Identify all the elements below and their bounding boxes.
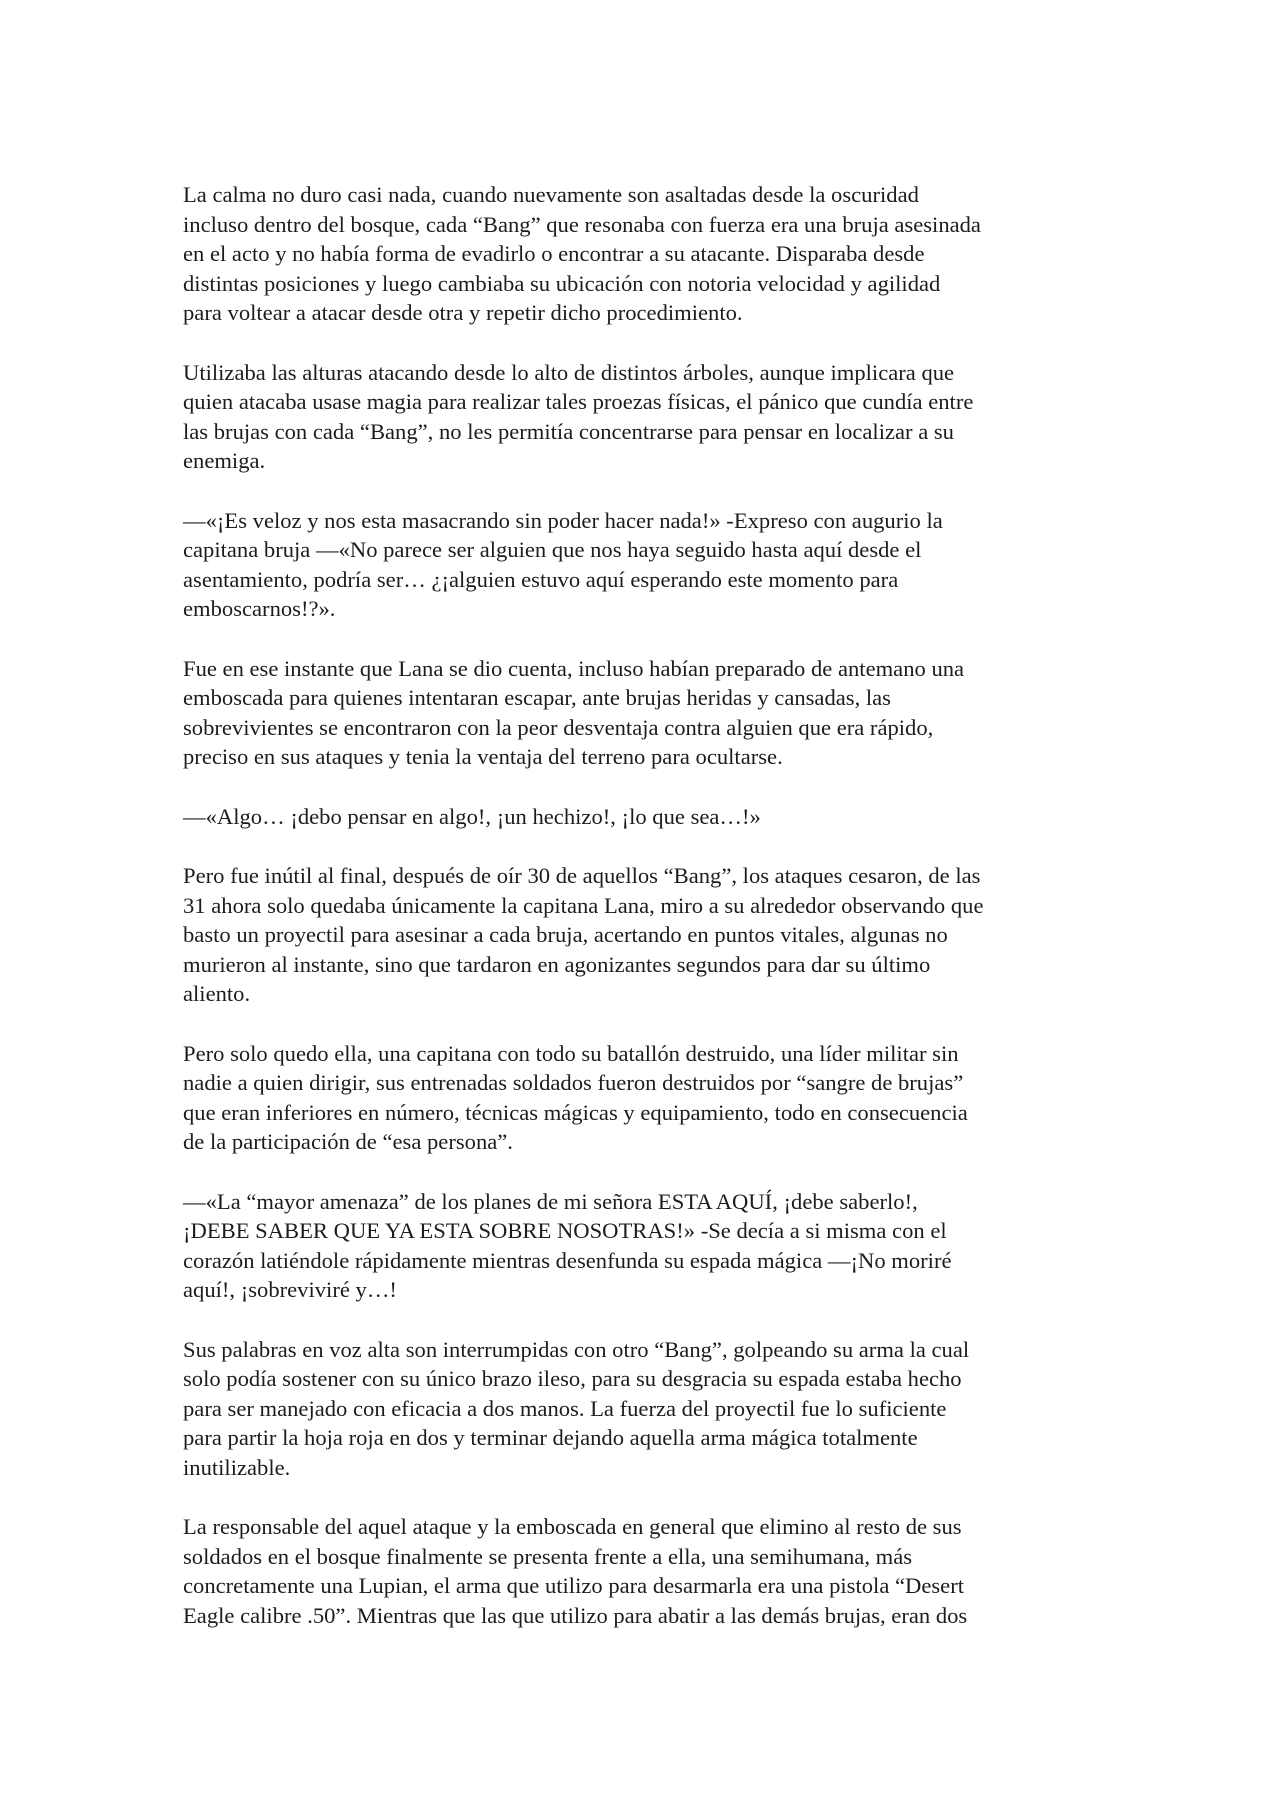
text-line: preciso en sus ataques y tenia la ventaja del terreno para ocultarse. xyxy=(183,744,783,769)
text-line: 31 ahora solo quedaba únicamente la capitana Lana, miro a su alrededor observando que xyxy=(183,892,984,918)
paragraph xyxy=(183,180,1101,328)
text-line: inutilizable. xyxy=(183,1454,291,1480)
text-line: sobrevivientes se encontraron con la peor desventaja contra alguien que era rápido, xyxy=(183,714,934,740)
text-line: en el acto y no había forma de evadirlo o encontrar a su atacante. Disparaba desde xyxy=(183,241,925,266)
text-line: La calma no duro casi nada, cuando nuevamente son asaltadas desde la oscuridad xyxy=(183,182,919,207)
paragraph xyxy=(183,358,1101,476)
text-line: ¡DEBE SABER QUE YA ESTA SOBRE NOSOTRAS!» -Se decía a si misma con el xyxy=(183,1218,947,1243)
text-line: distintas posiciones y luego cambiaba su ubicación con notoria velocidad y agilidad xyxy=(183,270,941,296)
text-line: incluso dentro del bosque, cada “Bang” que resonaba con fuerza era una bruja asesinada xyxy=(183,211,981,237)
text-line: solo podía sostener con su único brazo ileso, para su desgracia su espada estaba hecho xyxy=(183,1366,962,1391)
text-line: basto un proyectil para asesinar a cada bruja, acertando en puntos vitales, algunas no xyxy=(183,922,948,947)
text-line: asentamiento, podría ser… ¿¡alguien estuvo aquí esperando este momento para xyxy=(183,566,899,592)
text-line: Eagle calibre .50”. Mientras que las que utilizo para abatir a las demás brujas, eran dos xyxy=(183,1602,968,1628)
paragraph xyxy=(183,654,1101,772)
text-line: —«La “mayor amenaza” de los planes de mi señora ESTA AQUÍ, ¡debe saberlo!, xyxy=(183,1188,918,1214)
text-line: las brujas con cada “Bang”, no les permitía concentrarse para pensar en localizar a su xyxy=(183,418,954,444)
text-line: para ser manejado con eficacia a dos manos. La fuerza del proyectil fue lo suficiente xyxy=(183,1395,947,1421)
text-line: —«Algo… ¡debo pensar en algo!, ¡un hechizo!, ¡lo que sea…!» xyxy=(183,803,761,829)
document-page xyxy=(183,180,1101,1660)
text-line: aquí!, ¡sobreviviré y…! xyxy=(183,1277,397,1302)
text-line: concretamente una Lupian, el arma que utilizo para desarmarla era una pistola “Desert xyxy=(183,1573,964,1598)
text-line: enemiga. xyxy=(183,448,266,473)
paragraph xyxy=(183,1512,1101,1630)
text-line: quien atacaba usase magia para realizar tales proezas físicas, el pánico que cundía entre xyxy=(183,389,974,414)
text-line: murieron al instante, sino que tardaron en agonizantes segundos para dar su último xyxy=(183,951,931,977)
text-line: Utilizaba las alturas atacando desde lo alto de distintos árboles, aunque implicara que xyxy=(183,359,955,385)
text-line: emboscarnos!?». xyxy=(183,596,336,621)
text-line: capitana bruja —«No parece ser alguien que nos haya seguido hasta aquí desde el xyxy=(183,537,922,562)
text-line: soldados en el bosque finalmente se presenta frente a ella, una semihumana, más xyxy=(183,1543,913,1569)
text-line: nadie a quien dirigir, sus entrenadas soldados fueron destruidos por “sangre de brujas” xyxy=(183,1070,964,1095)
paragraph xyxy=(183,861,1101,1009)
text-line: La responsable del aquel ataque y la emboscada en general que elimino al resto de sus xyxy=(183,1514,962,1539)
paragraph xyxy=(183,1039,1101,1157)
paragraph xyxy=(183,1335,1101,1483)
text-line: aliento. xyxy=(183,981,251,1006)
text-line: emboscada para quienes intentaran escapar, ante brujas heridas y cansadas, las xyxy=(183,685,891,710)
dialogue-paragraph xyxy=(183,506,1101,624)
text-line: Pero solo quedo ella, una capitana con todo su batallón destruido, una líder militar sin xyxy=(183,1040,959,1066)
text-line: —«¡Es veloz y nos esta masacrando sin poder hacer nada!» -Expreso con augurio la xyxy=(183,507,943,533)
text-line: para voltear a atacar desde otra y repetir dicho procedimiento. xyxy=(183,300,743,325)
text-line: que eran inferiores en número, técnicas mágicas y equipamiento, todo en consecuencia xyxy=(183,1099,968,1125)
text-line: para partir la hoja roja en dos y terminar dejando aquella arma mágica totalmente xyxy=(183,1425,918,1450)
text-line: de la participación de “esa persona”. xyxy=(183,1129,513,1154)
dialogue-paragraph xyxy=(183,1187,1101,1305)
dialogue-paragraph xyxy=(183,802,1101,832)
text-line: Sus palabras en voz alta son interrumpidas con otro “Bang”, golpeando su arma la cual xyxy=(183,1336,970,1362)
text-line: Pero fue inútil al final, después de oír 30 de aquellos “Bang”, los ataques cesaron, de las xyxy=(183,863,981,888)
text-line: corazón latiéndole rápidamente mientras desenfunda su espada mágica —¡No moriré xyxy=(183,1247,952,1273)
text-line: Fue en ese instante que Lana se dio cuenta, incluso habían preparado de antemano una xyxy=(183,655,965,681)
